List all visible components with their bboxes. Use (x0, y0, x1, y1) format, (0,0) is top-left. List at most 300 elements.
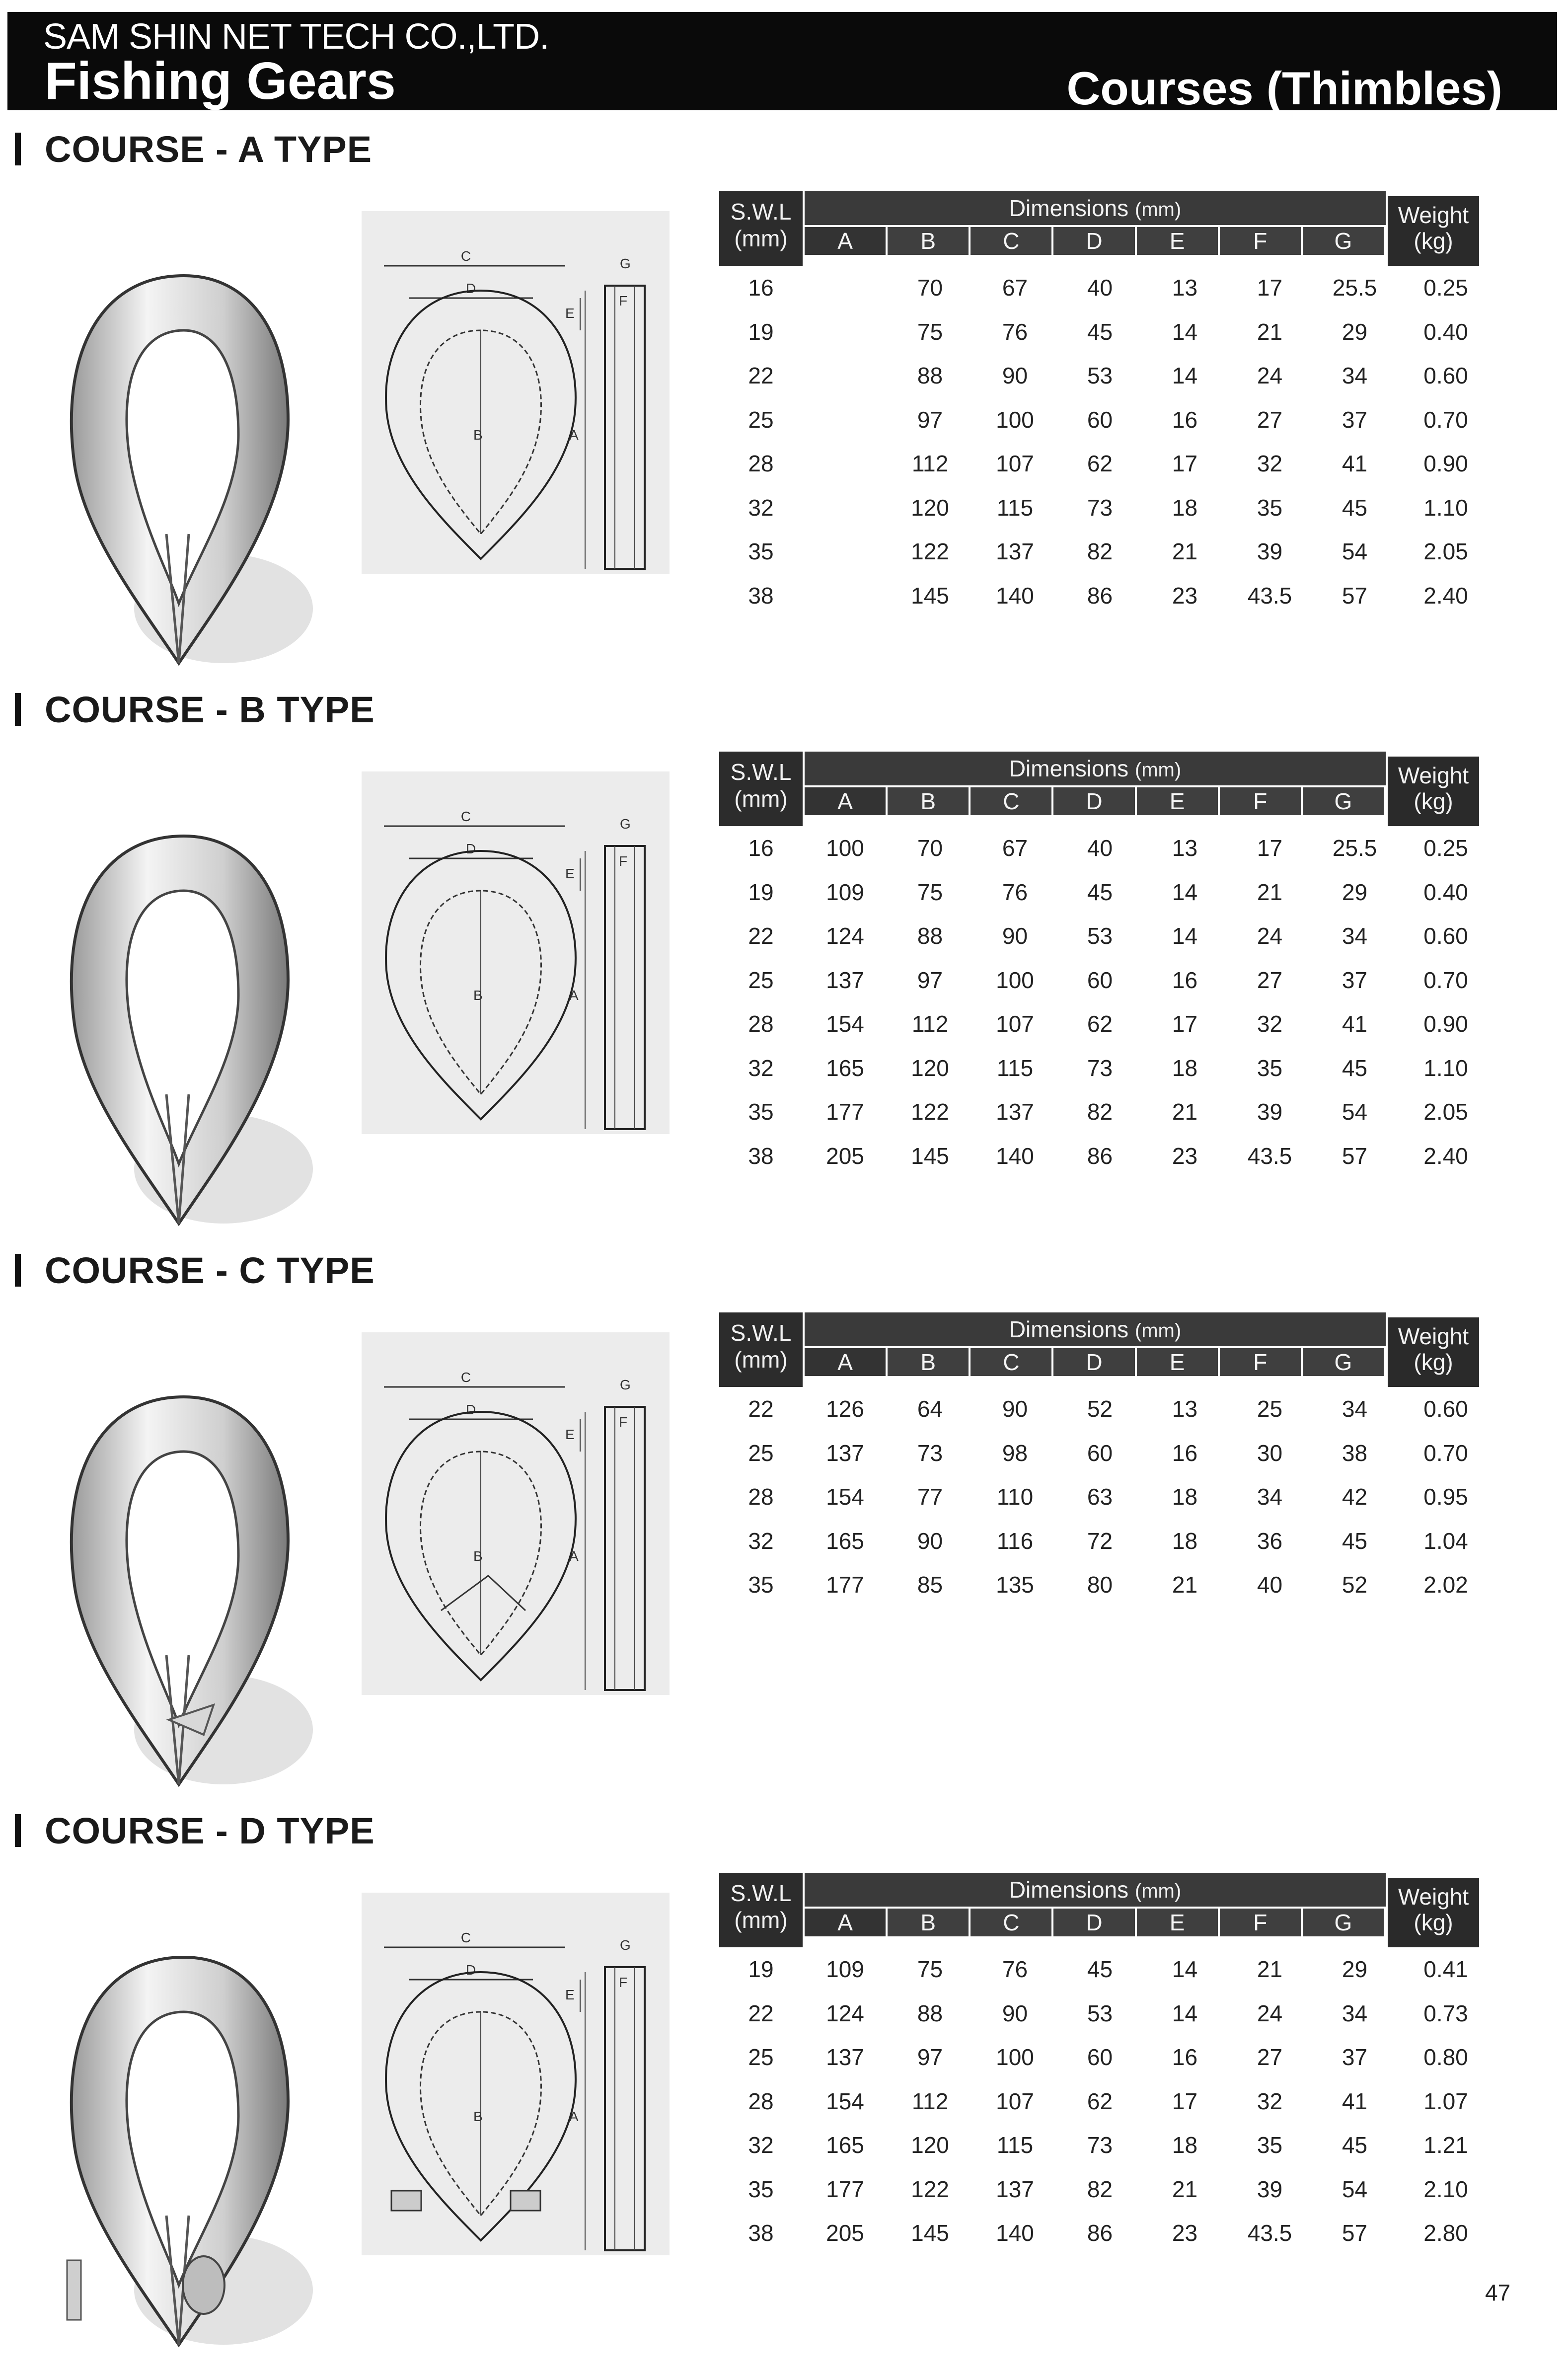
dimension-cell: 45 (1342, 494, 1368, 521)
dimension-cell: 23 (1172, 2220, 1198, 2246)
dimension-cell: 32 (1257, 2088, 1283, 2114)
dimension-cell: 39 (1257, 1099, 1283, 1125)
swl-cell: 16 (748, 835, 774, 861)
table-body (719, 826, 1504, 1178)
section-title (15, 1808, 375, 1853)
dimension-cell: 52 (1087, 1396, 1113, 1422)
swl-cell: 35 (748, 2176, 774, 2202)
course-section (0, 127, 1568, 648)
dimension-cell: 76 (1002, 1956, 1028, 1983)
dimension-cell: 13 (1172, 1396, 1198, 1422)
dimension-cell: 54 (1342, 1099, 1368, 1125)
dimension-cell: 145 (911, 1143, 949, 1169)
dimension-cell: 154 (826, 1484, 864, 1510)
dimension-column-header: E (1137, 1909, 1218, 1936)
dimension-cell: 16 (1172, 967, 1198, 993)
dimension-cell: 67 (1002, 835, 1028, 861)
weight-cell: 0.40 (1423, 879, 1468, 905)
table-body (719, 1947, 1504, 2255)
dimension-cell: 86 (1087, 2220, 1113, 2246)
section-title (15, 1248, 375, 1293)
dimension-column-header: D (1053, 1348, 1134, 1376)
svg-text:E: E (565, 1427, 575, 1442)
weight-header: Weight (kg) (1388, 1878, 1479, 1947)
swl-header: S.W.L (mm) (719, 191, 803, 266)
swl-cell: 25 (748, 406, 774, 433)
dimension-cell: 27 (1257, 406, 1283, 433)
dimension-columns (805, 1909, 1386, 1936)
weight-cell: 0.70 (1423, 967, 1468, 993)
table-row (719, 958, 1504, 1002)
dimension-cell: 107 (996, 2088, 1034, 2114)
spec-table (719, 191, 1504, 617)
dimension-cell: 107 (996, 451, 1034, 477)
dimension-cell: 88 (917, 2000, 943, 2026)
dimension-cell: 97 (917, 2044, 943, 2070)
dimension-cell: 13 (1172, 275, 1198, 301)
thimble-photo (55, 256, 333, 693)
dimension-column-header: E (1137, 787, 1218, 815)
spec-table (719, 752, 1504, 1178)
dimension-cell: 75 (917, 879, 943, 905)
svg-text:C: C (460, 1370, 471, 1385)
dimension-cell: 100 (996, 967, 1034, 993)
dimension-cell: 21 (1257, 879, 1283, 905)
dimension-cell: 82 (1087, 2176, 1113, 2202)
dimension-cell: 67 (1002, 275, 1028, 301)
dimension-cell: 145 (911, 582, 949, 609)
dimension-column-header: D (1053, 787, 1134, 815)
section-marker (15, 133, 21, 165)
swl-cell: 32 (748, 494, 774, 521)
table-header (719, 191, 1504, 266)
dimension-cell: 17 (1172, 451, 1198, 477)
dimension-cell: 16 (1172, 406, 1198, 433)
dimension-cell: 41 (1342, 451, 1368, 477)
dimension-cell: 37 (1342, 2044, 1368, 2070)
dimension-cell: 39 (1257, 538, 1283, 565)
dimension-cell: 42 (1342, 1484, 1368, 1510)
swl-cell: 25 (748, 2044, 774, 2070)
dimension-cell: 21 (1172, 2176, 1198, 2202)
weight-cell: 0.25 (1423, 275, 1468, 301)
dimension-cell: 45 (1087, 1956, 1113, 1983)
dimension-cell: 41 (1342, 1011, 1368, 1037)
dimension-cell: 29 (1342, 1956, 1368, 1983)
table-row (719, 574, 1504, 618)
table-row (719, 354, 1504, 398)
table-row (719, 2123, 1504, 2167)
dimension-cell: 16 (1172, 1440, 1198, 1466)
weight-cell: 2.10 (1423, 2176, 1468, 2202)
section-title (15, 127, 372, 171)
dimension-column-header: B (888, 1909, 969, 1936)
dimension-cell: 18 (1172, 494, 1198, 521)
dimension-cell: 54 (1342, 538, 1368, 565)
dimension-cell: 45 (1087, 318, 1113, 345)
dimension-cell: 205 (826, 2220, 864, 2246)
table-row (719, 1431, 1504, 1475)
weight-cell: 0.80 (1423, 2044, 1468, 2070)
dimension-cell: 25.5 (1332, 275, 1377, 301)
dimension-cell: 115 (996, 1055, 1034, 1081)
svg-text:G: G (620, 1377, 631, 1392)
dimension-cell: 82 (1087, 1099, 1113, 1125)
svg-text:F: F (619, 1414, 628, 1430)
dimension-column-header: C (971, 1909, 1051, 1936)
dimension-cell: 29 (1342, 318, 1368, 345)
dimension-cell: 41 (1342, 2088, 1368, 2114)
section-title-text: COURSE - A TYPE (45, 128, 373, 170)
table-row (719, 398, 1504, 442)
dimension-cell: 40 (1257, 1572, 1283, 1598)
weight-cell: 0.70 (1423, 406, 1468, 433)
dimension-cell: 39 (1257, 2176, 1283, 2202)
dimension-cell: 86 (1087, 1143, 1113, 1169)
dimension-column-header: E (1137, 1348, 1218, 1376)
dimension-cell: 72 (1087, 1528, 1113, 1554)
page-number: 47 (1485, 2280, 1511, 2305)
dimension-cell: 62 (1087, 2088, 1113, 2114)
dimension-cell: 43.5 (1247, 1143, 1292, 1169)
dimension-cell: 122 (911, 2176, 949, 2202)
svg-text:B: B (473, 1548, 483, 1564)
section-marker (15, 693, 21, 726)
weight-header: Weight (kg) (1388, 1317, 1479, 1387)
dimension-cell: 90 (1002, 923, 1028, 949)
thimble-photo (55, 1377, 333, 1814)
table-row (719, 266, 1504, 310)
table-row (719, 1519, 1504, 1563)
dimension-cell: 14 (1172, 1956, 1198, 1983)
dimension-cell: 25.5 (1332, 835, 1377, 861)
section-marker (15, 1814, 21, 1847)
dimension-column-header: F (1220, 787, 1301, 815)
table-row (719, 1046, 1504, 1090)
dimension-cell: 137 (826, 1440, 864, 1466)
dimension-cell: 32 (1257, 1011, 1283, 1037)
dimension-cell: 115 (996, 494, 1034, 521)
weight-cell: 0.41 (1423, 1956, 1468, 1983)
dimension-cell: 45 (1342, 2132, 1368, 2158)
swl-cell: 16 (748, 275, 774, 301)
dimension-cell: 60 (1087, 1440, 1113, 1466)
dimension-cell: 109 (826, 1956, 864, 1983)
dimension-cell: 14 (1172, 923, 1198, 949)
dimension-cell: 73 (1087, 494, 1113, 521)
dimension-column-header: G (1303, 227, 1384, 255)
weight-cell: 0.60 (1423, 923, 1468, 949)
dimension-cell: 17 (1172, 1011, 1198, 1037)
dimension-cell: 177 (826, 1099, 864, 1125)
table-row (719, 1002, 1504, 1046)
dimension-column-header: F (1220, 1909, 1301, 1936)
dimension-cell: 100 (826, 835, 864, 861)
weight-cell: 1.10 (1423, 494, 1468, 521)
dimension-cell: 24 (1257, 923, 1283, 949)
dimension-cell: 53 (1087, 363, 1113, 389)
dimension-column-header: F (1220, 1348, 1301, 1376)
thimble-diagram (362, 1332, 670, 1695)
svg-text:B: B (473, 988, 483, 1003)
dimension-cell: 35 (1257, 2132, 1283, 2158)
weight-cell: 1.21 (1423, 2132, 1468, 2158)
weight-cell: 0.90 (1423, 1011, 1468, 1037)
weight-cell: 0.90 (1423, 451, 1468, 477)
swl-cell: 32 (748, 1055, 774, 1081)
table-row (719, 826, 1504, 870)
table-header (719, 1312, 1504, 1387)
dimension-cell: 140 (996, 582, 1034, 609)
svg-text:E: E (565, 1987, 575, 2002)
table-row (719, 2035, 1504, 2079)
dimension-cell: 40 (1087, 835, 1113, 861)
dimension-cell: 120 (911, 2132, 949, 2158)
dimensions-header: Dimensions (mm) (805, 1312, 1386, 1346)
dimension-cell: 13 (1172, 835, 1198, 861)
weight-cell: 0.60 (1423, 363, 1468, 389)
dimension-cell: 21 (1172, 538, 1198, 565)
dimension-cell: 35 (1257, 1055, 1283, 1081)
dimension-cell: 45 (1342, 1528, 1368, 1554)
svg-text:A: A (569, 2109, 579, 2124)
thimble-diagram (362, 1893, 670, 2255)
weight-cell: 0.70 (1423, 1440, 1468, 1466)
weight-cell: 2.40 (1423, 582, 1468, 609)
dimension-cell: 90 (1002, 363, 1028, 389)
spec-table (719, 1873, 1504, 2255)
table-header (719, 1873, 1504, 1947)
swl-header: S.W.L (mm) (719, 1873, 803, 1947)
dimension-cell: 137 (826, 967, 864, 993)
dimension-cell: 88 (917, 363, 943, 389)
dimension-cell: 112 (911, 1011, 949, 1037)
swl-cell: 22 (748, 2000, 774, 2026)
table-row (719, 310, 1504, 354)
dimension-cell: 62 (1087, 451, 1113, 477)
swl-header: S.W.L (mm) (719, 1312, 803, 1387)
dimension-cell: 14 (1172, 2000, 1198, 2026)
course-section (0, 1808, 1568, 2330)
svg-text:F: F (619, 853, 628, 869)
weight-cell: 0.60 (1423, 1396, 1468, 1422)
dimension-columns (805, 227, 1386, 255)
svg-text:F: F (619, 293, 628, 308)
dimension-cell: 17 (1257, 275, 1283, 301)
svg-text:B: B (473, 427, 483, 443)
dimension-cell: 53 (1087, 923, 1113, 949)
weight-cell: 0.95 (1423, 1484, 1468, 1510)
dimension-cell: 52 (1342, 1572, 1368, 1598)
dimension-cell: 24 (1257, 363, 1283, 389)
dimension-cell: 23 (1172, 582, 1198, 609)
weight-cell: 1.10 (1423, 1055, 1468, 1081)
dimension-cell: 86 (1087, 582, 1113, 609)
dimension-cell: 90 (1002, 2000, 1028, 2026)
dimension-cell: 73 (917, 1440, 943, 1466)
dimension-cell: 165 (826, 2132, 864, 2158)
thimble-diagram (362, 771, 670, 1134)
swl-cell: 38 (748, 2220, 774, 2246)
dimension-cell: 21 (1257, 1956, 1283, 1983)
dimension-cell: 122 (911, 1099, 949, 1125)
dimension-column-header: C (971, 1348, 1051, 1376)
company-name: SAM SHIN NET TECH CO.,LTD. (43, 17, 549, 57)
dimension-columns (805, 1348, 1386, 1376)
thimble-photo (55, 1937, 333, 2375)
dimension-cell: 57 (1342, 1143, 1368, 1169)
dimensions-header: Dimensions (mm) (805, 191, 1386, 225)
dimension-cell: 145 (911, 2220, 949, 2246)
dimension-cell: 122 (911, 538, 949, 565)
course-section (0, 687, 1568, 1209)
swl-cell: 22 (748, 923, 774, 949)
dimension-column-header: G (1303, 1348, 1384, 1376)
dimension-cell: 110 (996, 1484, 1034, 1510)
table-row (719, 870, 1504, 915)
svg-text:A: A (569, 427, 579, 443)
svg-text:D: D (465, 1962, 476, 1978)
dimension-cell: 36 (1257, 1528, 1283, 1554)
dimension-column-header: B (888, 1348, 969, 1376)
dimension-cell: 140 (996, 1143, 1034, 1169)
dimension-cell: 34 (1342, 1396, 1368, 1422)
weight-cell: 2.02 (1423, 1572, 1468, 1598)
dimension-column-header: E (1137, 227, 1218, 255)
swl-cell: 25 (748, 967, 774, 993)
dimension-cell: 30 (1257, 1440, 1283, 1466)
swl-cell: 35 (748, 1572, 774, 1598)
table-row (719, 2211, 1504, 2255)
dimension-cell: 21 (1172, 1572, 1198, 1598)
weight-cell: 2.40 (1423, 1143, 1468, 1169)
course-section (0, 1248, 1568, 1769)
dimension-cell: 124 (826, 923, 864, 949)
dimension-cell: 14 (1172, 318, 1198, 345)
dimension-cell: 18 (1172, 1528, 1198, 1554)
dimension-cell: 34 (1342, 923, 1368, 949)
dimension-cell: 77 (917, 1484, 943, 1510)
dimension-cell: 27 (1257, 967, 1283, 993)
dimension-cell: 73 (1087, 1055, 1113, 1081)
svg-text:G: G (620, 1937, 631, 1953)
dimension-cell: 140 (996, 2220, 1034, 2246)
dimension-cell: 60 (1087, 967, 1113, 993)
dimension-cell: 177 (826, 1572, 864, 1598)
dimension-cell: 16 (1172, 2044, 1198, 2070)
section-title (15, 687, 375, 732)
table-row (719, 2079, 1504, 2124)
dimension-cell: 17 (1172, 2088, 1198, 2114)
swl-cell: 28 (748, 451, 774, 477)
svg-text:B: B (473, 2109, 483, 2124)
dimension-column-header: A (805, 1909, 886, 1936)
swl-cell: 38 (748, 1143, 774, 1169)
dimension-cell: 97 (917, 967, 943, 993)
dimension-cell: 60 (1087, 2044, 1113, 2070)
weight-cell: 0.73 (1423, 2000, 1468, 2026)
table-row (719, 442, 1504, 486)
dimension-cell: 53 (1087, 2000, 1113, 2026)
table-row (719, 1992, 1504, 2036)
dimension-column-header: B (888, 787, 969, 815)
weight-header: Weight (kg) (1388, 196, 1479, 266)
dimension-cell: 45 (1342, 1055, 1368, 1081)
table-body (719, 266, 1504, 617)
dimension-column-header: G (1303, 787, 1384, 815)
dimension-cell: 23 (1172, 1143, 1198, 1169)
table-row (719, 914, 1504, 958)
table-row (719, 1387, 1504, 1431)
table-row (719, 1947, 1504, 1992)
swl-cell: 38 (748, 582, 774, 609)
dimension-cell: 100 (996, 406, 1034, 433)
dimensions-header: Dimensions (mm) (805, 752, 1386, 785)
dimension-cell: 98 (1002, 1440, 1028, 1466)
svg-text:A: A (569, 988, 579, 1003)
dimension-cell: 43.5 (1247, 582, 1292, 609)
dimension-cell: 54 (1342, 2176, 1368, 2202)
svg-text:A: A (569, 1548, 579, 1564)
section-title-text: COURSE - B TYPE (45, 689, 375, 730)
dimension-cell: 85 (917, 1572, 943, 1598)
dimension-column-header: F (1220, 227, 1301, 255)
svg-text:C: C (460, 248, 471, 264)
dimension-column-header: D (1053, 227, 1134, 255)
dimension-column-header: B (888, 227, 969, 255)
dimensions-header: Dimensions (mm) (805, 1873, 1386, 1907)
dimension-cell: 120 (911, 1055, 949, 1081)
swl-cell: 19 (748, 318, 774, 345)
table-row (719, 1563, 1504, 1607)
thimble-photo (55, 816, 333, 1253)
dimension-cell: 21 (1172, 1099, 1198, 1125)
section-marker (15, 1254, 21, 1287)
dimension-cell: 62 (1087, 1011, 1113, 1037)
dimension-cell: 115 (996, 2132, 1034, 2158)
swl-cell: 19 (748, 879, 774, 905)
weight-cell: 2.05 (1423, 1099, 1468, 1125)
svg-text:G: G (620, 256, 631, 271)
page-header (7, 12, 1557, 114)
swl-cell: 22 (748, 1396, 774, 1422)
dimension-cell: 80 (1087, 1572, 1113, 1598)
dimension-cell: 97 (917, 406, 943, 433)
dimension-cell: 109 (826, 879, 864, 905)
dimension-cell: 37 (1342, 406, 1368, 433)
dimension-cell: 116 (996, 1528, 1034, 1554)
dimension-cell: 34 (1342, 363, 1368, 389)
dimension-cell: 70 (917, 275, 943, 301)
dimension-cell: 17 (1257, 835, 1283, 861)
weight-cell: 2.05 (1423, 538, 1468, 565)
swl-cell: 28 (748, 1011, 774, 1037)
dimension-cell: 137 (996, 2176, 1034, 2202)
dimension-cell: 90 (1002, 1396, 1028, 1422)
dimension-cell: 112 (911, 451, 949, 477)
dimension-cell: 37 (1342, 967, 1368, 993)
dimension-cell: 165 (826, 1528, 864, 1554)
dimension-cell: 165 (826, 1055, 864, 1081)
weight-cell: 0.25 (1423, 835, 1468, 861)
dimension-cell: 21 (1257, 318, 1283, 345)
table-header (719, 752, 1504, 826)
weight-header: Weight (kg) (1388, 757, 1479, 826)
table-row (719, 1475, 1504, 1519)
dimension-cell: 14 (1172, 879, 1198, 905)
swl-cell: 19 (748, 1956, 774, 1983)
dimension-cell: 60 (1087, 406, 1113, 433)
